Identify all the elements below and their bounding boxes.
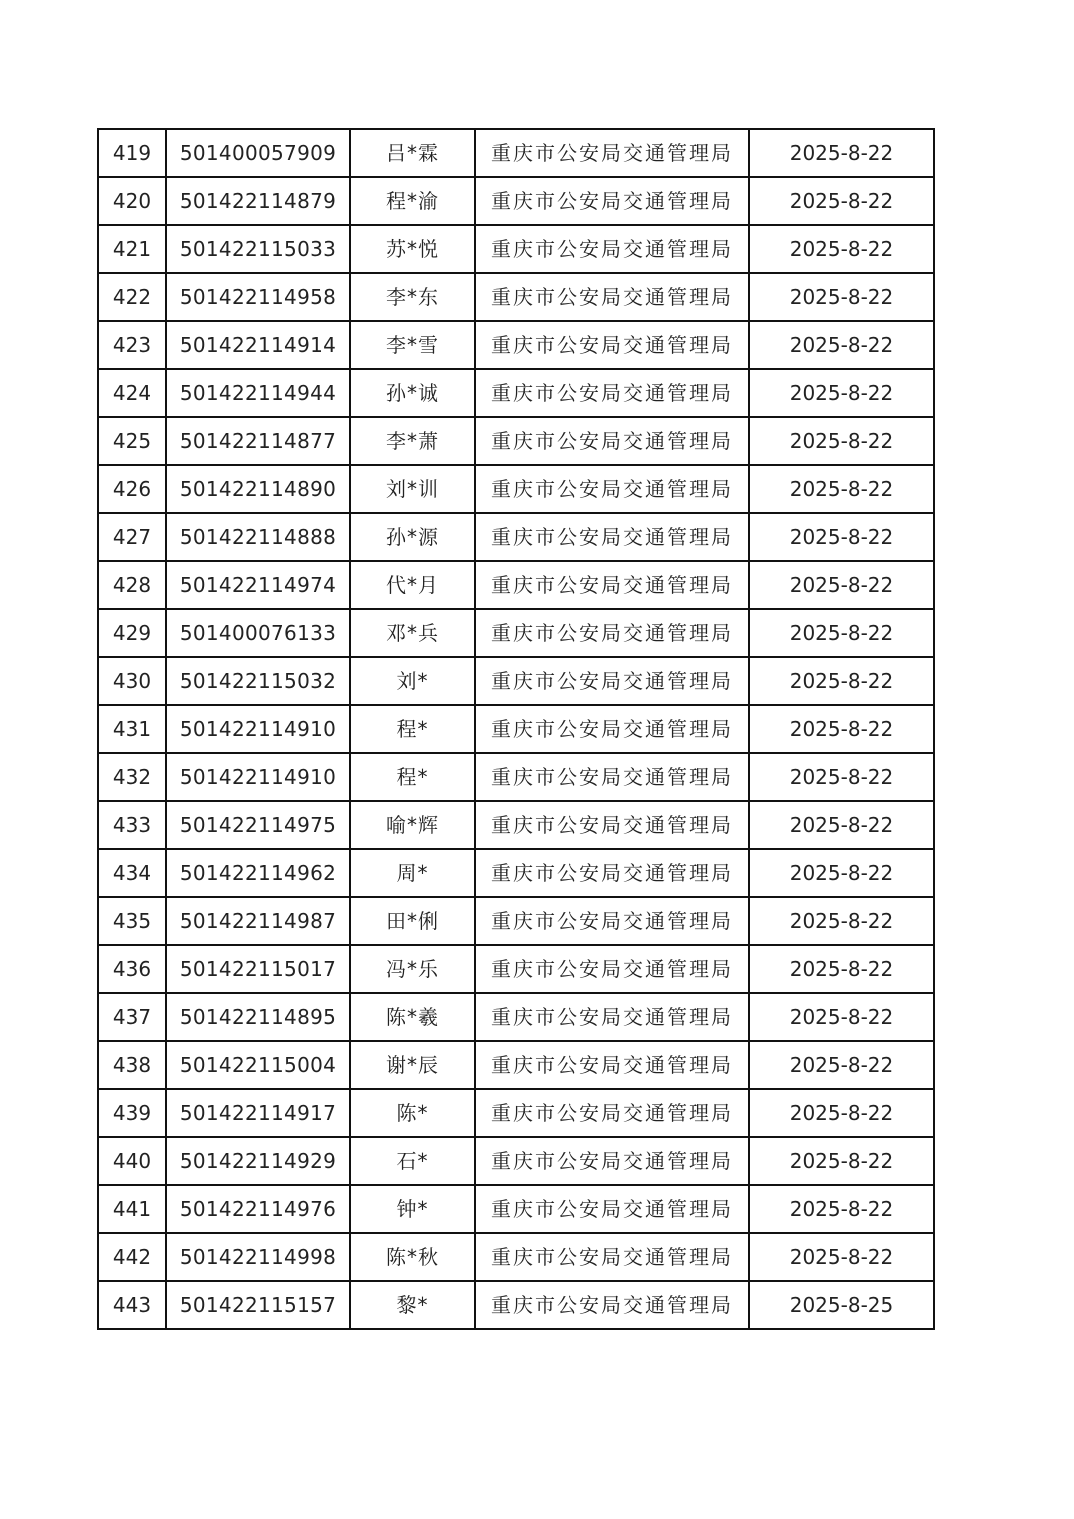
row-date: 2025-8-22 [749, 753, 934, 801]
row-masked-name: 程* [350, 753, 475, 801]
row-sequence-number: 421 [98, 225, 166, 273]
row-sequence-number: 425 [98, 417, 166, 465]
row-id-number: 501422114975 [166, 801, 350, 849]
table-row [98, 1041, 934, 1089]
row-sequence-number: 440 [98, 1137, 166, 1185]
row-issuing-organization: 重庆市公安局交通管理局 [475, 945, 749, 993]
table-row [98, 321, 934, 369]
row-issuing-organization: 重庆市公安局交通管理局 [475, 657, 749, 705]
row-masked-name: 冯*乐 [350, 945, 475, 993]
table-row [98, 1089, 934, 1137]
row-sequence-number: 441 [98, 1185, 166, 1233]
row-sequence-number: 430 [98, 657, 166, 705]
row-masked-name: 谢*辰 [350, 1041, 475, 1089]
row-date: 2025-8-22 [749, 1089, 934, 1137]
row-sequence-number: 438 [98, 1041, 166, 1089]
row-issuing-organization: 重庆市公安局交通管理局 [475, 1281, 749, 1329]
row-issuing-organization: 重庆市公安局交通管理局 [475, 369, 749, 417]
row-id-number: 501422114976 [166, 1185, 350, 1233]
row-masked-name: 程*渝 [350, 177, 475, 225]
row-sequence-number: 433 [98, 801, 166, 849]
row-id-number: 501422114890 [166, 465, 350, 513]
row-masked-name: 李*萧 [350, 417, 475, 465]
row-sequence-number: 431 [98, 705, 166, 753]
row-sequence-number: 429 [98, 609, 166, 657]
row-issuing-organization: 重庆市公安局交通管理局 [475, 1089, 749, 1137]
row-sequence-number: 432 [98, 753, 166, 801]
row-issuing-organization: 重庆市公安局交通管理局 [475, 801, 749, 849]
row-id-number: 501422114929 [166, 1137, 350, 1185]
row-date: 2025-8-22 [749, 1137, 934, 1185]
table-row [98, 417, 934, 465]
row-issuing-organization: 重庆市公安局交通管理局 [475, 417, 749, 465]
table-row [98, 945, 934, 993]
row-sequence-number: 439 [98, 1089, 166, 1137]
row-id-number: 501400076133 [166, 609, 350, 657]
table-row [98, 1185, 934, 1233]
row-issuing-organization: 重庆市公安局交通管理局 [475, 321, 749, 369]
row-date: 2025-8-22 [749, 1041, 934, 1089]
table-row [98, 1233, 934, 1281]
row-date: 2025-8-22 [749, 177, 934, 225]
table-row [98, 513, 934, 561]
row-date: 2025-8-22 [749, 657, 934, 705]
row-date: 2025-8-22 [749, 321, 934, 369]
row-sequence-number: 427 [98, 513, 166, 561]
row-sequence-number: 443 [98, 1281, 166, 1329]
row-sequence-number: 434 [98, 849, 166, 897]
table-row [98, 225, 934, 273]
row-issuing-organization: 重庆市公安局交通管理局 [475, 177, 749, 225]
row-masked-name: 李*雪 [350, 321, 475, 369]
row-masked-name: 吕*霖 [350, 129, 475, 177]
row-date: 2025-8-22 [749, 465, 934, 513]
row-id-number: 501422114958 [166, 273, 350, 321]
table-row [98, 129, 934, 177]
row-date: 2025-8-22 [749, 849, 934, 897]
row-id-number: 501400057909 [166, 129, 350, 177]
row-masked-name: 刘*训 [350, 465, 475, 513]
table-row [98, 801, 934, 849]
row-masked-name: 陈* [350, 1089, 475, 1137]
row-id-number: 501422114962 [166, 849, 350, 897]
row-issuing-organization: 重庆市公安局交通管理局 [475, 513, 749, 561]
row-masked-name: 李*东 [350, 273, 475, 321]
row-sequence-number: 422 [98, 273, 166, 321]
row-id-number: 501422114895 [166, 993, 350, 1041]
row-issuing-organization: 重庆市公安局交通管理局 [475, 273, 749, 321]
row-date: 2025-8-22 [749, 225, 934, 273]
row-issuing-organization: 重庆市公安局交通管理局 [475, 1233, 749, 1281]
table-row [98, 273, 934, 321]
row-masked-name: 陈*秋 [350, 1233, 475, 1281]
row-id-number: 501422114877 [166, 417, 350, 465]
row-date: 2025-8-22 [749, 1185, 934, 1233]
row-masked-name: 苏*悦 [350, 225, 475, 273]
row-id-number: 501422114917 [166, 1089, 350, 1137]
row-masked-name: 周* [350, 849, 475, 897]
row-id-number: 501422114879 [166, 177, 350, 225]
row-masked-name: 孙*诚 [350, 369, 475, 417]
table-row [98, 561, 934, 609]
table-row [98, 1137, 934, 1185]
row-sequence-number: 435 [98, 897, 166, 945]
row-date: 2025-8-22 [749, 273, 934, 321]
row-sequence-number: 420 [98, 177, 166, 225]
records-table-body [98, 129, 934, 1329]
row-issuing-organization: 重庆市公安局交通管理局 [475, 753, 749, 801]
row-date: 2025-8-22 [749, 513, 934, 561]
row-masked-name: 喻*辉 [350, 801, 475, 849]
row-sequence-number: 424 [98, 369, 166, 417]
table-row [98, 369, 934, 417]
row-date: 2025-8-22 [749, 609, 934, 657]
row-sequence-number: 428 [98, 561, 166, 609]
row-date: 2025-8-22 [749, 993, 934, 1041]
row-masked-name: 石* [350, 1137, 475, 1185]
row-issuing-organization: 重庆市公安局交通管理局 [475, 225, 749, 273]
row-id-number: 501422115004 [166, 1041, 350, 1089]
row-date: 2025-8-22 [749, 945, 934, 993]
row-masked-name: 程* [350, 705, 475, 753]
row-issuing-organization: 重庆市公安局交通管理局 [475, 1041, 749, 1089]
row-date: 2025-8-25 [749, 1281, 934, 1329]
row-issuing-organization: 重庆市公安局交通管理局 [475, 561, 749, 609]
row-id-number: 501422114974 [166, 561, 350, 609]
table-row [98, 177, 934, 225]
row-date: 2025-8-22 [749, 561, 934, 609]
row-id-number: 501422115033 [166, 225, 350, 273]
table-row [98, 609, 934, 657]
table-row [98, 849, 934, 897]
row-issuing-organization: 重庆市公安局交通管理局 [475, 609, 749, 657]
row-sequence-number: 419 [98, 129, 166, 177]
row-date: 2025-8-22 [749, 801, 934, 849]
row-sequence-number: 442 [98, 1233, 166, 1281]
row-issuing-organization: 重庆市公安局交通管理局 [475, 849, 749, 897]
row-id-number: 501422115032 [166, 657, 350, 705]
row-issuing-organization: 重庆市公安局交通管理局 [475, 465, 749, 513]
row-masked-name: 孙*源 [350, 513, 475, 561]
table-row [98, 993, 934, 1041]
row-id-number: 501422114987 [166, 897, 350, 945]
row-date: 2025-8-22 [749, 705, 934, 753]
row-issuing-organization: 重庆市公安局交通管理局 [475, 129, 749, 177]
row-id-number: 501422115017 [166, 945, 350, 993]
row-date: 2025-8-22 [749, 369, 934, 417]
row-id-number: 501422114914 [166, 321, 350, 369]
table-row [98, 897, 934, 945]
row-date: 2025-8-22 [749, 129, 934, 177]
row-masked-name: 刘* [350, 657, 475, 705]
row-sequence-number: 437 [98, 993, 166, 1041]
row-id-number: 501422114998 [166, 1233, 350, 1281]
row-issuing-organization: 重庆市公安局交通管理局 [475, 1137, 749, 1185]
table-row [98, 465, 934, 513]
row-masked-name: 陈*羲 [350, 993, 475, 1041]
row-sequence-number: 436 [98, 945, 166, 993]
row-masked-name: 代*月 [350, 561, 475, 609]
row-masked-name: 邓*兵 [350, 609, 475, 657]
row-id-number: 501422114944 [166, 369, 350, 417]
row-date: 2025-8-22 [749, 1233, 934, 1281]
row-masked-name: 钟* [350, 1185, 475, 1233]
row-masked-name: 田*俐 [350, 897, 475, 945]
table-row [98, 1281, 934, 1329]
row-issuing-organization: 重庆市公安局交通管理局 [475, 1185, 749, 1233]
row-id-number: 501422115157 [166, 1281, 350, 1329]
row-sequence-number: 426 [98, 465, 166, 513]
row-date: 2025-8-22 [749, 417, 934, 465]
row-issuing-organization: 重庆市公安局交通管理局 [475, 705, 749, 753]
table-row [98, 705, 934, 753]
row-id-number: 501422114910 [166, 753, 350, 801]
row-issuing-organization: 重庆市公安局交通管理局 [475, 897, 749, 945]
table-row [98, 753, 934, 801]
table-row [98, 657, 934, 705]
row-id-number: 501422114910 [166, 705, 350, 753]
row-masked-name: 黎* [350, 1281, 475, 1329]
row-sequence-number: 423 [98, 321, 166, 369]
row-issuing-organization: 重庆市公安局交通管理局 [475, 993, 749, 1041]
row-id-number: 501422114888 [166, 513, 350, 561]
records-table [97, 128, 935, 1330]
row-date: 2025-8-22 [749, 897, 934, 945]
